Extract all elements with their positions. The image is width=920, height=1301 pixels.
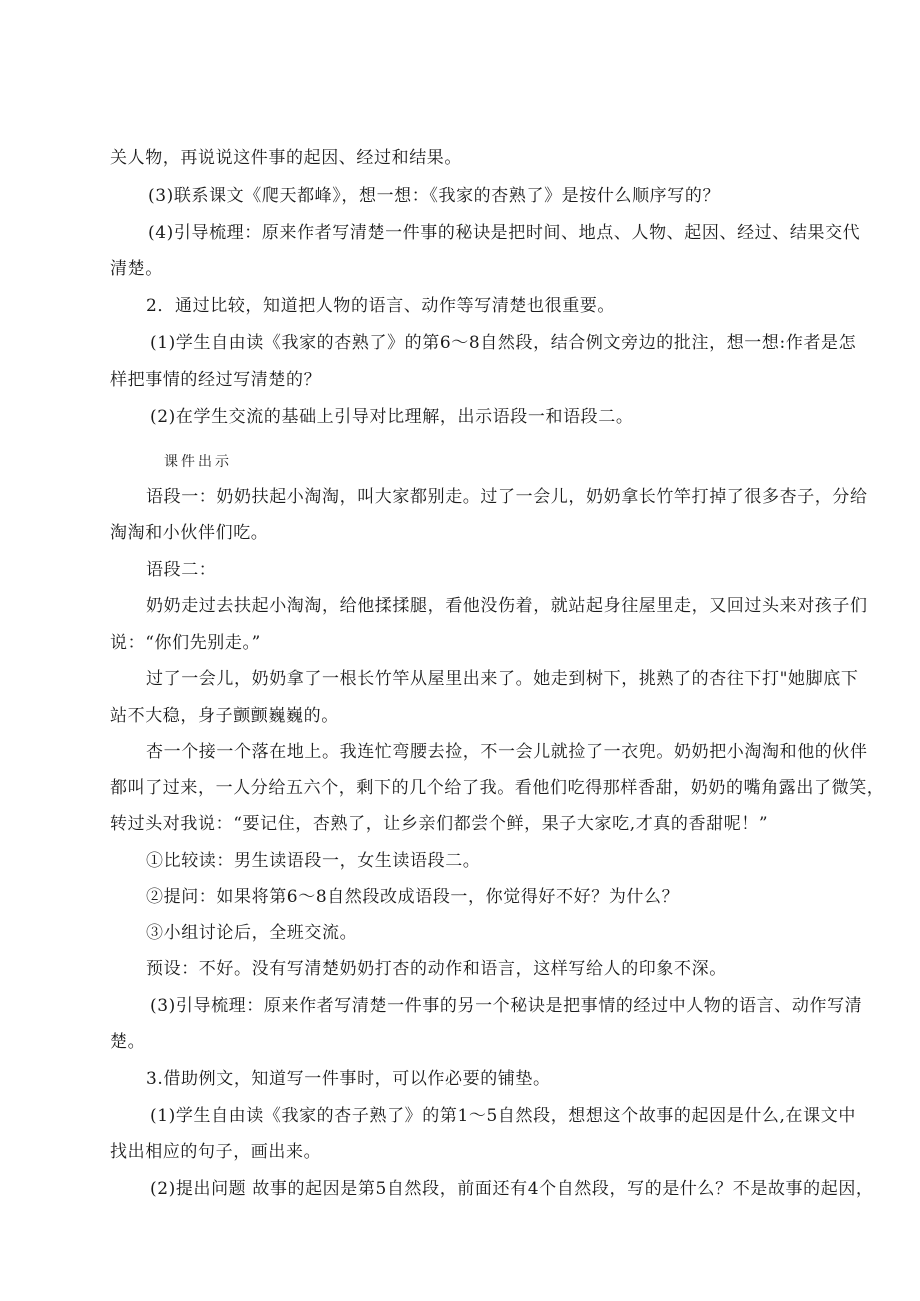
paragraph-line: ①比较读：男生读语段一，女生读语段二。 [146,851,481,871]
paragraph-line: (1)学生自由读《我家的杏子熟了》的第1～5自然段，想想这个故事的起因是什么,在课文中 [150,1106,856,1126]
paragraph-line: (3)引导梳理：原来作者写清楚一件事的另一个秘诀是把事情的经过中人物的语言、动作写清 [150,996,863,1016]
paragraph-line: ③小组讨论后，全班交流。 [146,923,358,943]
paragraph-line: ②提问：如果将第6～8自然段改成语段一，你觉得好不好？为什么？ [146,887,680,907]
paragraph-line: (1)学生自由读《我家的杏熟了》的第6～8自然段，结合例文旁边的批注，想一想:作者是怎 [150,333,857,353]
paragraph-line: 楚。 [110,1032,146,1052]
paragraph-line: 语段二： [146,560,217,580]
paragraph-line: (3)联系课文《爬天都峰》，想一想：《我家的杏熟了》是按什么顺序写的？ [148,186,721,206]
paragraph-line: 过了一会儿，奶奶拿了一根长竹竿从屋里出来了。她走到树下，挑熟了的杏往下打"她脚底下 [146,669,859,689]
paragraph-line: 样把事情的经过写清楚的？ [110,370,322,390]
paragraph-line: 说：“你们先别走。” [110,633,261,653]
paragraph-line: 杏一个接一个落在地上。我连忙弯腰去捡，不一会儿就捡了一衣兜。奶奶把小淘淘和他的伙伴 [146,742,868,762]
paragraph-line: 找出相应的句子，画出来。 [110,1142,322,1162]
paragraph-line: 都叫了过来，一人分给五六个，剩下的几个给了我。看他们吃得那样香甜，奶奶的嘴角露出了微笑， [110,778,885,798]
paragraph-line: 清楚。 [110,259,163,279]
paragraph-line: 转过头对我说：“要记住，杏熟了，让乡亲们都尝个鲜，果子大家吃,才真的香甜呢！” [110,814,769,834]
paragraph-line: 关人物，再说说这件事的起因、经过和结果。 [110,148,462,168]
section-heading: 2．通过比较，知道把人物的语言、动作等写清楚也很重要。 [146,296,616,316]
courseware-label: 课件出示 [164,454,232,470]
paragraph-line: (2)提出问题 故事的起因是第5自然段，前面还有4个自然段，写的是什么？不是故事的起因， [150,1179,874,1199]
section-heading: 3.借助例文，知道写一件事时，可以作必要的铺垫。 [146,1069,551,1089]
paragraph-line: 站不大稳，身子颤颤巍巍的。 [110,706,339,726]
paragraph-line: 淘淘和小伙伴们吃。 [110,523,269,543]
paragraph-line: (2)在学生交流的基础上引导对比理解，出示语段一和语段二。 [150,407,634,427]
paragraph-line: (4)引导梳理：原来作者写清楚一件事的秘诀是把时间、地点、人物、起因、经过、结果交代 [148,223,861,243]
paragraph-line: 奶奶走过去扶起小淘淘，给他揉揉腿，看他没伤着，就站起身往屋里走，又回过头来对孩子们 [146,596,868,616]
paragraph-line: 语段一：奶奶扶起小淘淘，叫大家都别走。过了一会儿，奶奶拿长竹竿打掉了很多杏子，分给 [146,487,868,507]
paragraph-line: 预设：不好。没有写清楚奶奶打杏的动作和语言，这样写给人的印象不深。 [146,959,727,979]
